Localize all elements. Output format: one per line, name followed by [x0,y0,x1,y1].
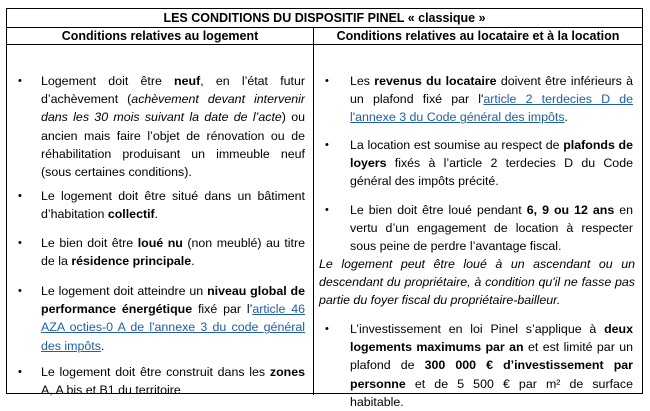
bullet-icon: • [18,285,22,297]
left-column-header: Conditions relatives au logement [61,29,259,43]
condition-zones-text: Le logement doit être construit dans les zones A, A bis et B1 du territoire [41,365,305,398]
column-divider [313,28,314,395]
bullet-icon: • [18,366,22,378]
bullet-icon: • [325,139,329,151]
header-row [7,28,642,45]
article-2-terdecies-link[interactable]: article 2 terdecies D de l'annexe 3 du Code général des impôts [350,92,633,125]
bullet-icon: • [325,204,329,216]
condition-plafond-investissement-text: L’investissement en loi Pinel s’applique à deux logements maximums par an et est limité par un plafond de 300 000 € d’investissement par personne et de 5 500 € par m² de surface habitable. [350,322,633,409]
condition-revenus-text: Les revenus du locataire doivent être inférieurs à un plafond fixé par l'article 2 terdecies D de l'annexe 3 du Code général des impôts. [350,74,633,125]
condition-loue-nu-text: Le bien doit être loué nu (non meublé) au titre de la résidence principale. [41,236,305,269]
bullet-icon: • [18,237,22,249]
bullet-icon: • [325,323,329,335]
condition-collectif-text: Le logement doit être situé dans un bâtiment d’habitation collectif. [41,189,305,222]
table-title: LES CONDITIONS DU DISPOSITIF PINEL « classique » [7,9,642,28]
condition-performance-text: Le logement doit atteindre un niveau global de performance énergétique fixé par l’article 46 AZA octies-0 A de l'annexe 3 du code général des impôts. [41,284,305,353]
ascendant-descendant-note: Le logement peut être loué à un ascendant ou un descendant du propriétaire, à condition qu'il ne fasse pas partie du foyer fiscal du propriétaire-bailleur. [319,257,635,308]
right-column-header: Conditions relatives au locataire et à la location [336,29,620,43]
condition-plafonds-loyers-text: La location est soumise au respect de plafonds de loyers fixés à l’article 2 terdecies D du Code général des impôts précité. [350,138,633,189]
pinel-conditions-table [6,8,643,409]
bullet-icon: • [325,75,329,87]
article-46-aza-link[interactable]: article 46 AZA octies-0 A de l'annexe 3 du code général des impôts [41,302,305,353]
bullet-icon: • [18,75,22,87]
condition-neuf-text: Logement doit être neuf, en l’état futur d’achèvement (achèvement devant intervenir dans les 30 mois suivant la date de l’acte) ou ancien mais faire l’objet de rénovation ou de réhabilitation produisant un immeuble neuf (sous certaines conditions). [41,74,305,180]
condition-duree-location-text: Le bien doit être loué pendant 6, 9 ou 12 ans en vertu d’un engagement de location à respecter sous peine de perdre l’avantage fiscal. [350,203,633,254]
bullet-icon: • [18,190,22,202]
